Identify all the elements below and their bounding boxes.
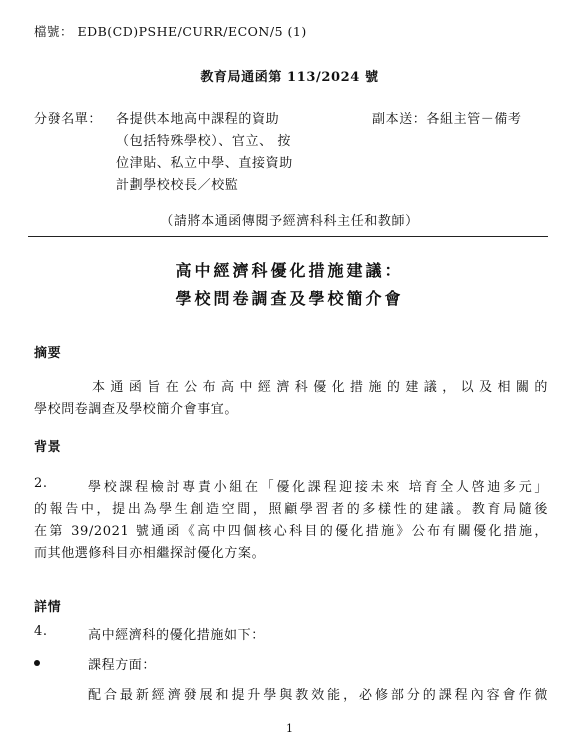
bullet-text: 配合最新經濟發展和提升學與教效能，必修部分的課程內容會作微 [88,688,548,703]
circulation-note: （請將本通函傳閱予經濟科科主任和教師） [160,214,419,229]
circular-number: 教育局通函第 113/2024 號 [200,70,379,85]
background-line-2: 的報告中，提出為學生創造空間，照顧學習者的多樣性的建議。教育局隨後 [34,502,548,517]
file-reference: 檔號： EDB(CD)PSHE/CURR/ECON/5 (1) [34,24,307,39]
details-intro: 高中經濟科的優化措施如下： [88,628,265,643]
distribution-line-2: （包括特殊學校）、官立、 按 [116,134,292,149]
background-heading: 背景 [34,440,62,455]
details-para-number: 4. [34,624,48,639]
page-number: 1 [286,722,293,735]
document-title-line-2: 學校問卷調查及學校簡介會 [175,289,404,308]
background-para-number: 2. [34,476,48,491]
bullet-icon [34,660,40,666]
divider [28,236,548,237]
distribution-line-1: 各提供本地高中課程的資助 [116,112,280,127]
document-title-line-1: 高中經濟科優化措施建議： [175,261,404,280]
background-line-3: 在第 39/2021 號通函《高中四個核心科目的優化措施》公布有關優化措施， [34,524,548,539]
background-line-4: 而其他選修科目亦相繼探討優化方案。 [34,546,266,561]
bullet-label: 課程方面： [88,658,157,673]
distribution-line-4: 計劃學校校長／校監 [116,178,239,193]
summary-line-2: 學校問卷調查及學校簡介會事宜。 [34,402,239,417]
details-heading: 詳情 [34,600,62,615]
summary-line-1: 本通函旨在公布高中經濟科優化措施的建議，以及相關的 [92,380,548,395]
summary-heading: 摘要 [34,346,62,361]
distribution-label: 分發名單： [34,112,103,127]
copy-to: 副本送：各組主管－備考 [372,112,522,127]
background-line-1: 學校課程檢討專責小組在「優化課程迎接未來 培育全人啓迪多元」 [88,480,548,495]
distribution-line-3: 位津貼、私立中學、直接資助 [116,156,293,171]
